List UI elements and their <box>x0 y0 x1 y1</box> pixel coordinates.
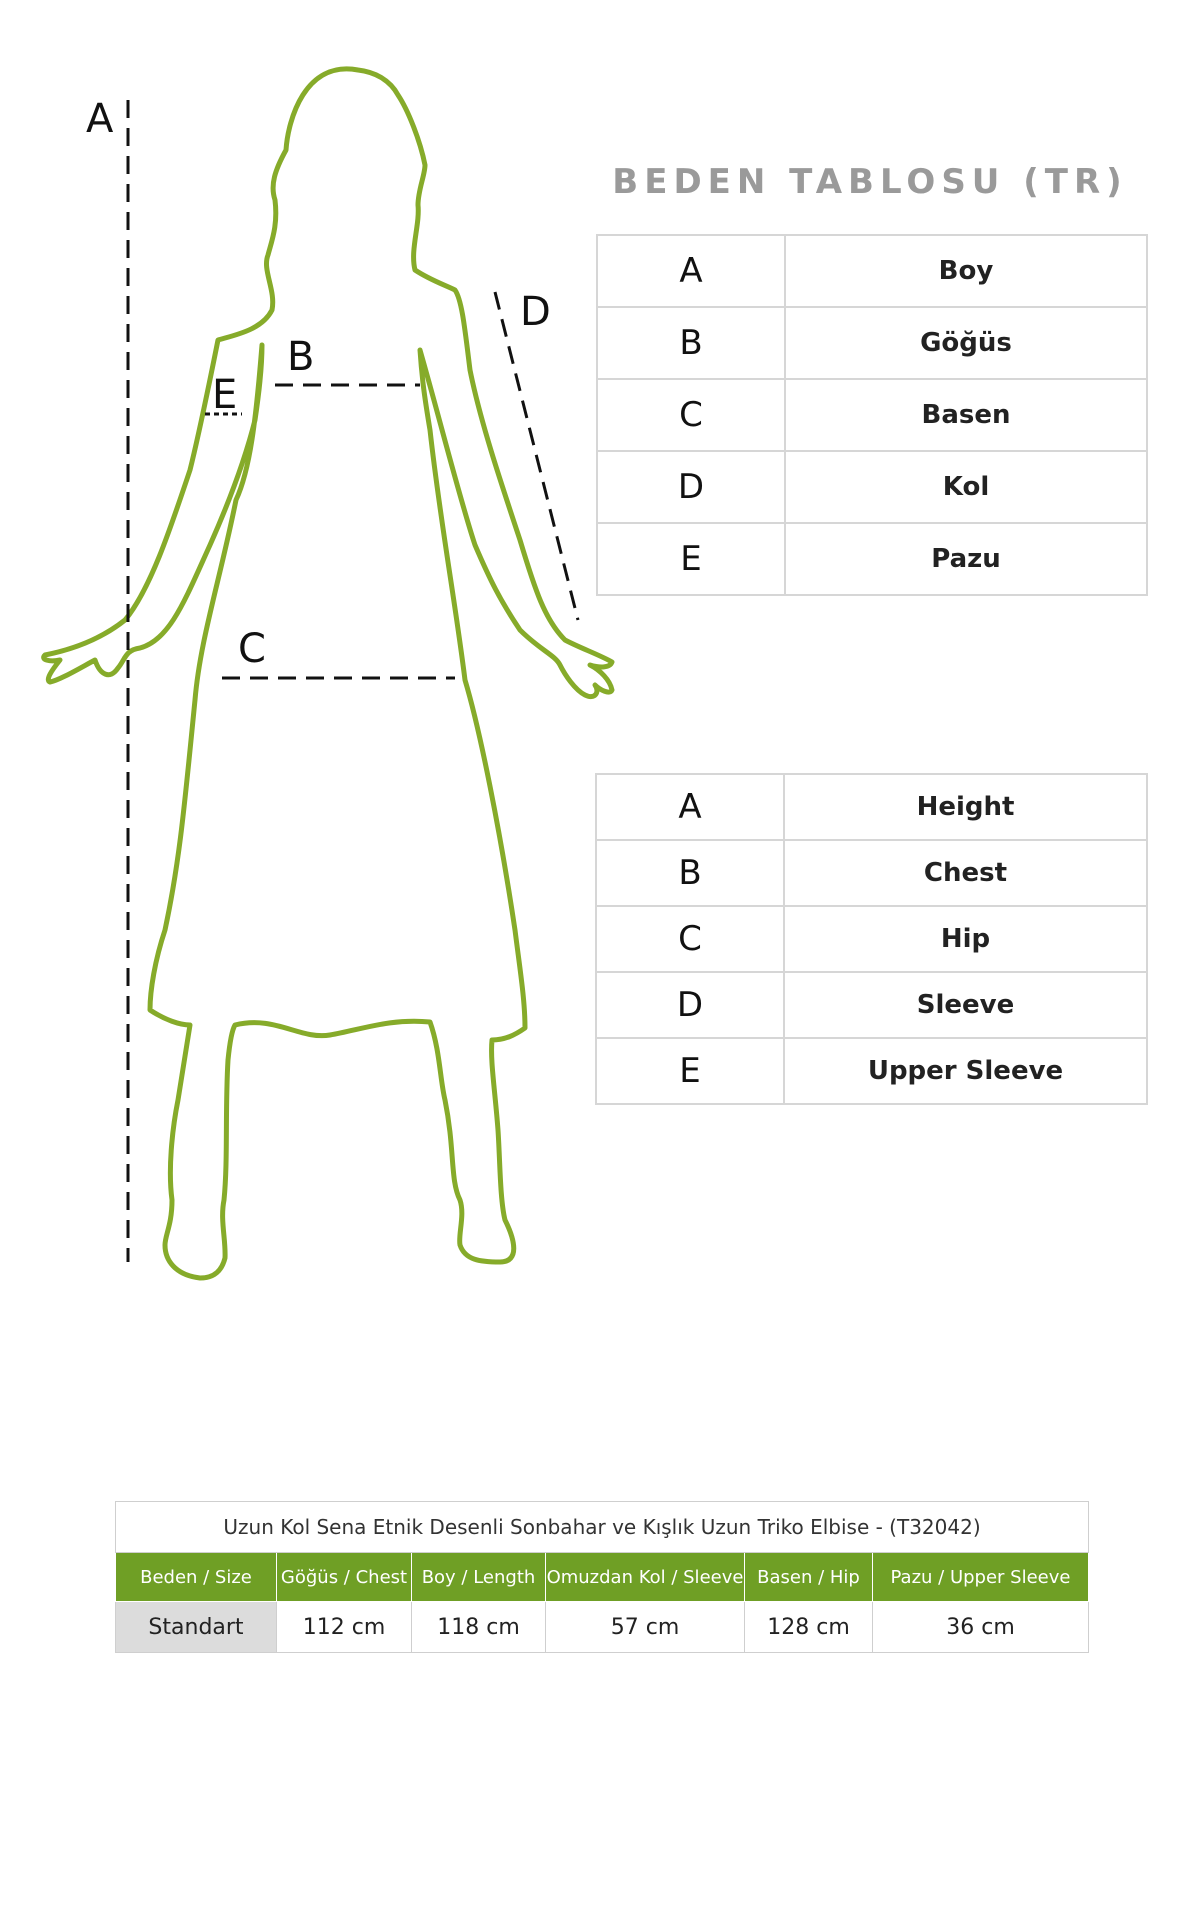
sleeve-guide-line <box>495 292 578 620</box>
legend-name: Height <box>784 774 1147 840</box>
legend-name: Boy <box>785 235 1147 307</box>
table-row <box>597 379 1147 451</box>
legend-name: Göğüs <box>785 307 1147 379</box>
legend-name: Kol <box>785 451 1147 523</box>
column-header: Beden / Size <box>116 1553 277 1602</box>
legend-table-turkish <box>596 234 1148 596</box>
table-cell: 36 cm <box>873 1602 1089 1653</box>
table-cell: 118 cm <box>412 1602 546 1653</box>
table-row <box>596 972 1147 1038</box>
legend-code: B <box>596 840 784 906</box>
legend-name: Upper Sleeve <box>784 1038 1147 1104</box>
legend-code: C <box>597 379 785 451</box>
table-cell: 57 cm <box>546 1602 745 1653</box>
table-row <box>596 840 1147 906</box>
label-a: A <box>86 96 114 142</box>
table-row <box>116 1602 1089 1653</box>
legend-code: E <box>597 523 785 595</box>
legend-name: Basen <box>785 379 1147 451</box>
table-header-row <box>116 1553 1089 1602</box>
table-row <box>596 774 1147 840</box>
legend-name: Pazu <box>785 523 1147 595</box>
legend-code: C <box>596 906 784 972</box>
label-c: C <box>238 626 266 672</box>
size-label-cell: Standart <box>116 1602 277 1653</box>
table-row <box>597 523 1147 595</box>
table-row <box>597 451 1147 523</box>
table-title-row <box>116 1502 1089 1553</box>
legend-code: A <box>596 774 784 840</box>
product-title: Uzun Kol Sena Etnik Desenli Sonbahar ve Kışlık Uzun Triko Elbise - (T32042) <box>116 1502 1089 1553</box>
legend-table-english <box>595 773 1148 1105</box>
label-b: B <box>287 334 315 380</box>
label-e: E <box>212 372 238 418</box>
table-row <box>596 906 1147 972</box>
column-header: Göğüs / Chest <box>277 1553 412 1602</box>
size-chart-title: BEDEN TABLOSU (TR) <box>612 162 1128 202</box>
legend-name: Chest <box>784 840 1147 906</box>
label-d: D <box>520 289 551 335</box>
legend-code: E <box>596 1038 784 1104</box>
legend-code: D <box>596 972 784 1038</box>
column-header: Omuzdan Kol / Sleeve <box>546 1553 745 1602</box>
table-cell: 112 cm <box>277 1602 412 1653</box>
legend-code: A <box>597 235 785 307</box>
legend-name: Sleeve <box>784 972 1147 1038</box>
legend-code: B <box>597 307 785 379</box>
legend-code: D <box>597 451 785 523</box>
table-cell: 128 cm <box>745 1602 873 1653</box>
column-header: Basen / Hip <box>745 1553 873 1602</box>
table-row <box>596 1038 1147 1104</box>
column-header: Pazu / Upper Sleeve <box>873 1553 1089 1602</box>
table-row <box>597 307 1147 379</box>
column-header: Boy / Length <box>412 1553 546 1602</box>
table-row <box>597 235 1147 307</box>
product-size-table <box>115 1501 1089 1653</box>
legend-name: Hip <box>784 906 1147 972</box>
